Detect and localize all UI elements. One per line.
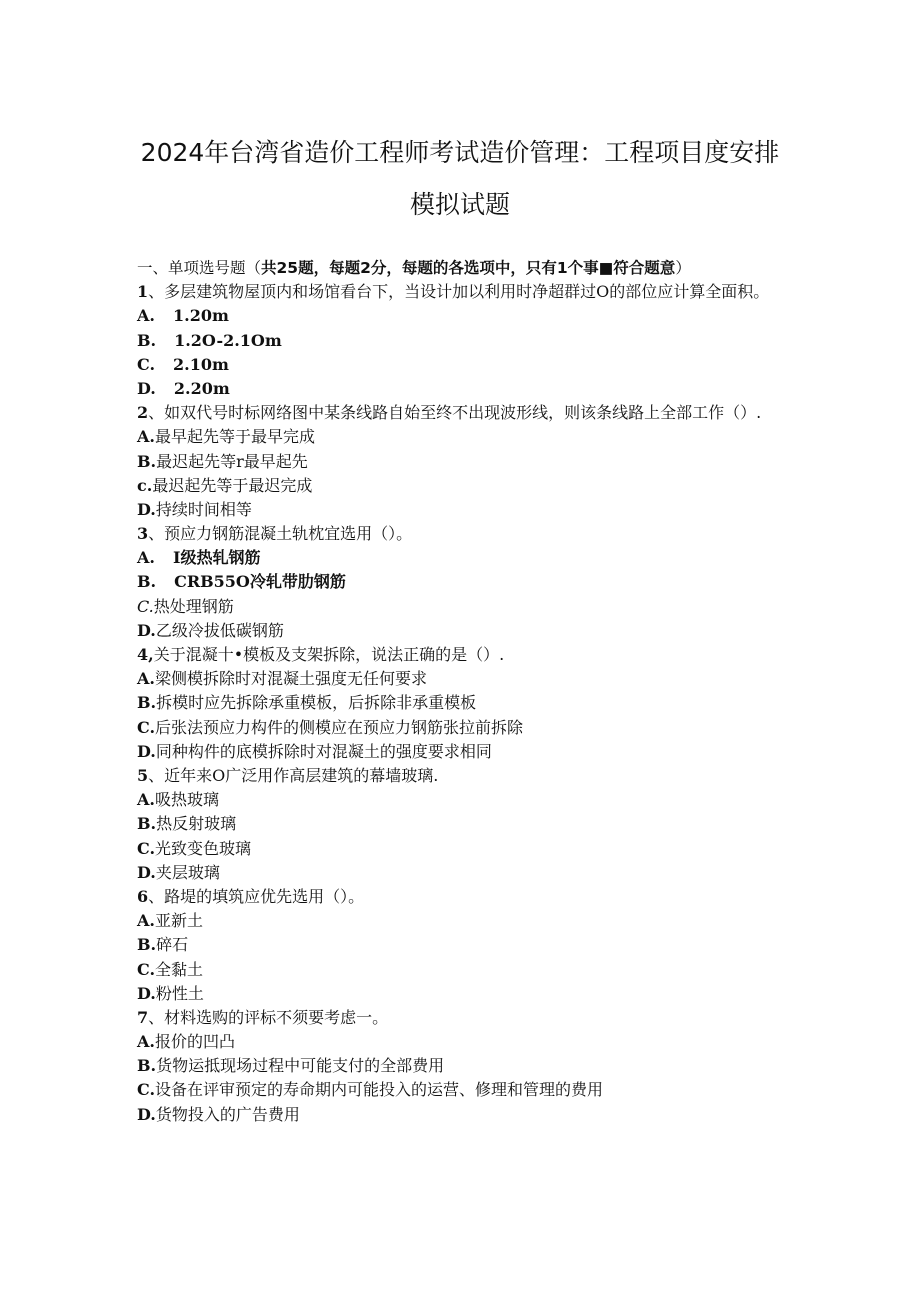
option-text: 夹层玻璃 bbox=[155, 862, 220, 882]
question-number: 3 bbox=[137, 524, 149, 544]
option-label: B. bbox=[137, 572, 157, 592]
option-text: 1.20m bbox=[172, 306, 229, 326]
option-label: D. bbox=[137, 620, 156, 640]
option-text: 最早起先等于最早完成 bbox=[154, 427, 315, 447]
section-heading-rules: 共25题，每题2分，每题的各选项中，只有1个事■符合题意 bbox=[261, 259, 676, 277]
answer-option bbox=[137, 570, 787, 594]
answer-option bbox=[137, 1078, 787, 1102]
question-stem bbox=[137, 764, 787, 788]
option-label: A. bbox=[137, 911, 155, 931]
option-label: C. bbox=[137, 596, 154, 616]
answer-option bbox=[137, 353, 787, 377]
option-label: B. bbox=[137, 1056, 157, 1076]
answer-option bbox=[137, 691, 787, 715]
option-label: C. bbox=[137, 838, 156, 858]
option-label: C. bbox=[137, 1080, 156, 1100]
question-text: 、近年来O广泛用作高层建筑的幕墙玻璃. bbox=[148, 766, 439, 785]
option-label: c. bbox=[137, 475, 153, 495]
document-title: 2024年台湾省造价工程师考试造价管理：工程项目度安排 bbox=[140, 138, 780, 167]
section-heading bbox=[137, 256, 787, 280]
answer-option bbox=[137, 498, 787, 522]
option-text: CRB55O冷轧带肋钢筋 bbox=[174, 572, 346, 592]
option-label: A. bbox=[137, 427, 155, 447]
question-stem bbox=[137, 280, 787, 304]
question-text: 、多层建筑物屋顶内和场馆看台下，当设计加以利用时净超群过O的部位应计算全面积。 bbox=[148, 282, 770, 302]
answer-option bbox=[137, 595, 787, 619]
option-text: 货物投入的广告费用 bbox=[155, 1104, 300, 1124]
answer-option bbox=[137, 982, 787, 1006]
option-text: I级热轧钢筋 bbox=[172, 548, 261, 568]
answer-option bbox=[137, 716, 787, 740]
option-label: C. bbox=[137, 717, 156, 737]
question-number: 2 bbox=[137, 403, 149, 423]
answer-option bbox=[137, 1030, 787, 1054]
answer-option bbox=[137, 1103, 787, 1127]
answer-option bbox=[137, 377, 787, 401]
option-label: D. bbox=[137, 499, 156, 519]
option-text: 最迟起先等于最迟完成 bbox=[152, 475, 313, 495]
question-text: 关于混凝十•模板及支架拆除，说法正确的是（）. bbox=[153, 645, 505, 665]
question-stem bbox=[137, 522, 787, 546]
answer-option bbox=[137, 667, 787, 691]
question-number: 4, bbox=[137, 645, 154, 665]
question-text: 、路堤的填筑应优先选用（）。 bbox=[148, 886, 365, 906]
answer-option bbox=[137, 933, 787, 957]
option-label: D. bbox=[137, 1104, 156, 1124]
answer-option bbox=[137, 450, 787, 474]
option-label: A. bbox=[137, 548, 155, 568]
answer-option bbox=[137, 740, 787, 764]
option-text: 持续时间相等 bbox=[155, 499, 252, 519]
option-text: 设备在评审预定的寿命期内可能投入的运营、修理和管理的费用 bbox=[155, 1080, 604, 1100]
answer-option bbox=[137, 329, 787, 353]
section-heading-prefix: 一、单项选号题（ bbox=[137, 259, 262, 277]
option-text: 吸热玻璃 bbox=[154, 790, 219, 810]
answer-option bbox=[137, 425, 787, 449]
option-text: 光致变色玻璃 bbox=[155, 838, 252, 858]
question-number: 7 bbox=[137, 1007, 149, 1027]
answer-option bbox=[137, 909, 787, 933]
option-label: A. bbox=[137, 306, 155, 326]
option-label: A. bbox=[137, 1032, 155, 1052]
option-text: 亚新土 bbox=[154, 911, 203, 931]
document-body bbox=[137, 256, 787, 1127]
option-label: B. bbox=[137, 814, 157, 834]
option-text: 2.20m bbox=[173, 378, 230, 398]
answer-option bbox=[137, 304, 787, 328]
question-number: 5 bbox=[137, 766, 149, 785]
question-stem bbox=[137, 885, 787, 909]
question-stem bbox=[137, 1006, 787, 1030]
option-text: 热反射玻璃 bbox=[156, 814, 237, 834]
answer-option bbox=[137, 1054, 787, 1078]
question-stem bbox=[137, 401, 787, 425]
question-text: 、预应力钢筋混凝土轨枕宜选用（）。 bbox=[148, 524, 413, 544]
option-label: A. bbox=[137, 669, 155, 689]
question-number: 6 bbox=[137, 886, 149, 906]
question-text: 、材料选购的评标不须要考虑一。 bbox=[148, 1007, 389, 1027]
option-text: 粉性土 bbox=[155, 983, 204, 1003]
option-text: 碎石 bbox=[156, 935, 189, 955]
question-stem bbox=[137, 643, 787, 667]
option-text: 最迟起先等r最早起先 bbox=[156, 451, 308, 471]
answer-option bbox=[137, 837, 787, 861]
option-text: 梁侧模拆除时对混凝土强度无任何要求 bbox=[154, 669, 427, 689]
document-subtitle: 模拟试题 bbox=[409, 190, 510, 219]
option-text: 热处理钢筋 bbox=[153, 596, 234, 616]
option-label: C. bbox=[137, 354, 156, 374]
option-text: 报价的凹凸 bbox=[154, 1032, 235, 1052]
option-text: 后张法预应力构件的侧模应在预应力钢筋张拉前拆除 bbox=[155, 717, 524, 737]
option-text: 同种构件的底模拆除时对混凝土的强度要求相同 bbox=[155, 741, 492, 761]
section-heading-suffix: ） bbox=[675, 259, 691, 277]
answer-option bbox=[137, 546, 787, 570]
option-label: B. bbox=[137, 330, 157, 350]
answer-option bbox=[137, 861, 787, 885]
option-label: D. bbox=[137, 983, 156, 1003]
option-label: B. bbox=[137, 451, 157, 471]
answer-option bbox=[137, 474, 787, 498]
option-label: B. bbox=[137, 693, 157, 713]
question-text: 、如双代号时标网络图中某条线路自始至终不出现波形线，则该条线路上全部工作（）. bbox=[148, 403, 762, 423]
option-label: A. bbox=[137, 790, 155, 810]
option-label: B. bbox=[137, 935, 157, 955]
option-label: C. bbox=[137, 959, 156, 979]
answer-option bbox=[137, 812, 787, 836]
question-number: 1 bbox=[137, 282, 149, 302]
option-label: D. bbox=[137, 378, 156, 398]
answer-option bbox=[137, 788, 787, 812]
option-text: 2.10m bbox=[173, 354, 229, 374]
option-text: 货物运抵现场过程中可能支付的全部费用 bbox=[156, 1056, 445, 1076]
option-label: D. bbox=[137, 862, 156, 882]
option-text: 全黏土 bbox=[155, 959, 204, 979]
question-list bbox=[137, 280, 787, 1127]
option-text: 乙级冷拔低碳钢筋 bbox=[155, 620, 284, 640]
option-label: D. bbox=[137, 741, 156, 761]
answer-option bbox=[137, 958, 787, 982]
option-text: 拆模时应先拆除承重模板，后拆除非承重模板 bbox=[156, 693, 477, 713]
answer-option bbox=[137, 619, 787, 643]
option-text: 1.2O-2.1Om bbox=[174, 330, 282, 350]
